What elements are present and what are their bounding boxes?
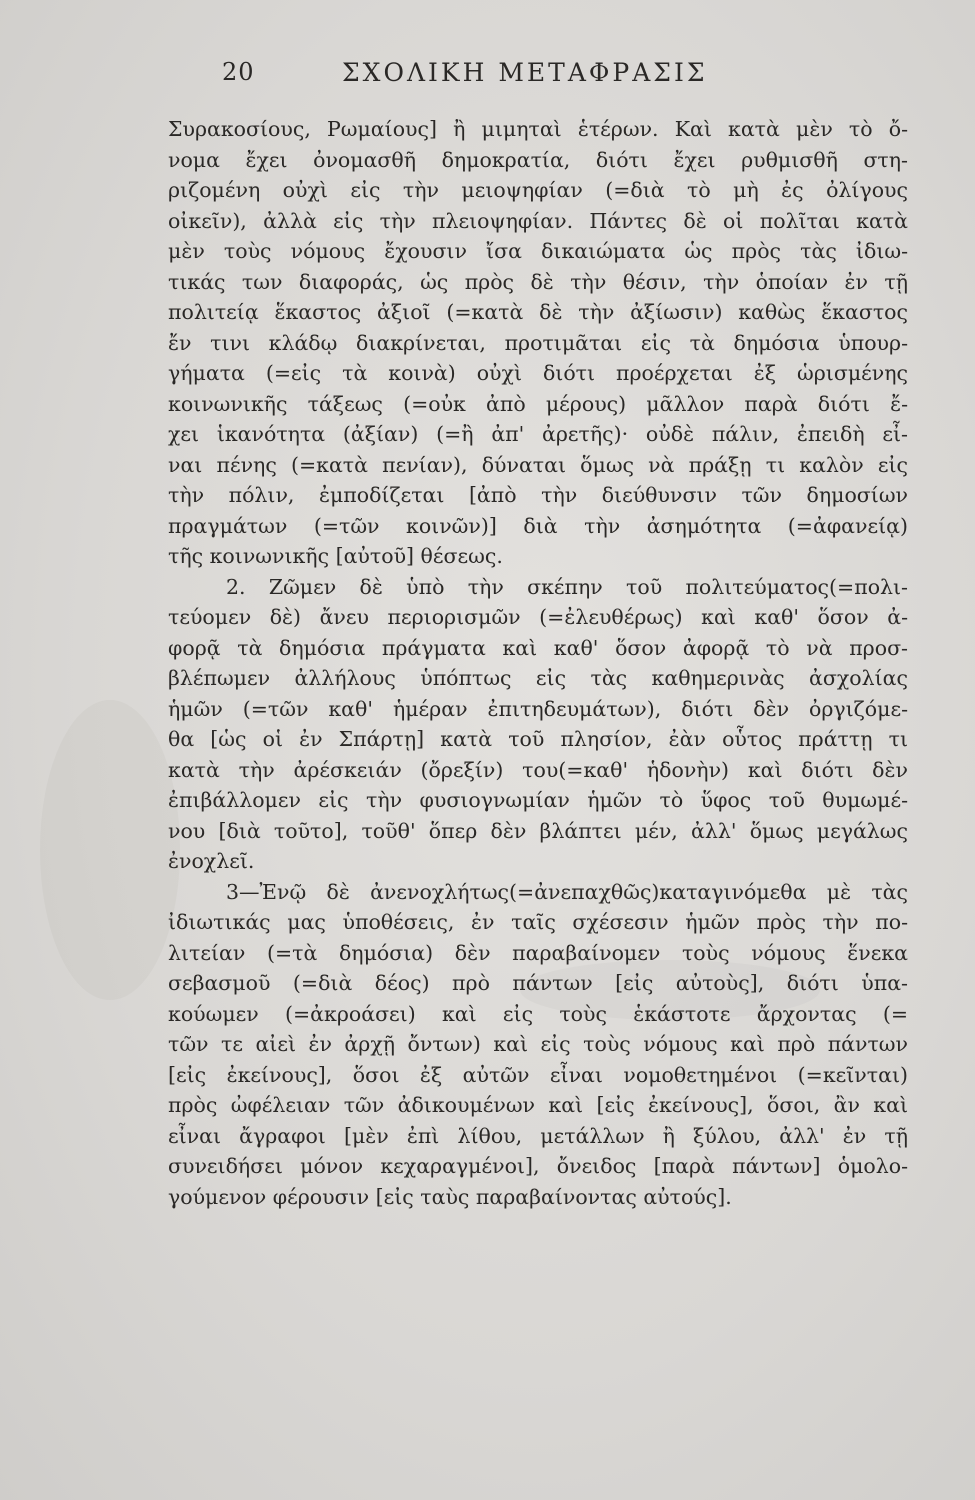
text-line: κοινωνικῆς τάξεως (=οὐκ ἀπὸ μέρους) μᾶλλον παρὰ διότι ἔ- bbox=[168, 391, 908, 416]
text-line: τὴν πόλιν, ἐμποδίζεται [ἀπὸ τὴν διεύθυνσιν τῶν δημοσίων bbox=[168, 483, 908, 507]
text-line: φορᾷ τὰ δημόσια πράγματα καὶ καθ' ὅσον ἀφορᾷ τὸ νὰ προσ- bbox=[168, 635, 908, 660]
text-line: τῶν τε αἰεὶ ἐν ἀρχῇ ὄντων) καὶ εἰς τοὺς νόμους καὶ πρὸ πάντων bbox=[168, 1032, 908, 1056]
text-line: ἐνοχλεῖ. bbox=[168, 849, 255, 873]
text-line: πραγμάτων (=τῶν κοινῶν)] διὰ τὴν ἀσημότητα (=ἀφανείᾳ) bbox=[168, 513, 908, 538]
text-line: χει ἱκανότητα (ἀξίαν) (=ἢ ἀπ' ἀρετῆς)· οὐδὲ πάλιν, ἐπειδὴ εἶ- bbox=[168, 422, 908, 446]
text-line: [εἰς ἐκείνους], ὅσοι ἐξ αὐτῶν εἶναι νομοθετημένοι (=κεῖνται) bbox=[168, 1062, 908, 1087]
text-line: εἶναι ἄγραφοι [μὲν ἐπὶ λίθου, μετάλλων ἢ ξύλου, ἀλλ' ἐν τῇ bbox=[168, 1123, 908, 1148]
text-line: λιτείαν (=τὰ δημόσια) δὲν παραβαίνομεν τοὺς νόμους ἕνεκα bbox=[168, 940, 908, 965]
text-line: σεβασμοῦ (=διὰ δέος) πρὸ πάντων [εἰς αὐτοὺς], διότι ὑπα- bbox=[168, 971, 908, 995]
text-line: ριζομένη οὐχὶ εἰς τὴν μειοψηφίαν (=διὰ τὸ μὴ ἐς ὀλίγους bbox=[168, 178, 908, 202]
text-line: νου [διὰ τοῦτο], τοῦθ' ὅπερ δὲν βλάπτει μέν, ἀλλ' ὅμως μεγάλως bbox=[168, 818, 908, 843]
text-line: τικάς των διαφοράς, ὡς πρὸς δὲ τὴν θέσιν, τὴν ὁποίαν ἐν τῇ bbox=[168, 269, 908, 294]
text-line: Συρακοσίους, Ρωμαίους] ἢ μιμηταὶ ἑτέρων. Καὶ κατὰ μὲν τὸ ὄ- bbox=[168, 117, 908, 141]
page-number: 20 bbox=[222, 58, 255, 86]
text-line: νομα ἔχει ὀνομασθῆ δημοκρατία, διότι ἔχει ρυθμισθῆ στη- bbox=[168, 147, 908, 172]
text-line: πρὸς ὠφέλειαν τῶν ἀδικουμένων καὶ [εἰς ἐκείνους], ὅσοι, ἂν καὶ bbox=[168, 1093, 908, 1117]
text-line: γήματα (=εἰς τὰ κοινὰ) οὐχὶ διότι προέρχεται ἐξ ὡρισμένης bbox=[168, 361, 908, 385]
text-line: κούωμεν (=ἀκροάσει) καὶ εἰς τοὺς ἑκάστοτε ἄρχοντας (= bbox=[168, 1001, 908, 1026]
text-line: ἰδιωτικάς μας ὑποθέσεις, ἐν ταῖς σχέσεσιν ἡμῶν πρὸς τὴν πο- bbox=[168, 910, 908, 934]
text-line: θα [ὡς οἱ ἐν Σπάρτῃ] κατὰ τοῦ πλησίον, ἐὰν οὗτος πράττῃ τι bbox=[168, 727, 908, 751]
running-head bbox=[0, 52, 975, 92]
text-line: κατὰ τὴν ἀρέσκειάν (ὄρεξίν) του(=καθ' ἡδονὴν) καὶ διότι δὲν bbox=[168, 757, 908, 782]
text-line: ἔν τινι κλάδῳ διακρίνεται, προτιμᾶται εἰς τὰ δημόσια ὑπουρ- bbox=[168, 330, 908, 355]
text-line: τῆς κοινωνικῆς [αὐτοῦ] θέσεως. bbox=[168, 544, 503, 568]
text-line: ναι πένης (=κατὰ πενίαν), δύναται ὅμως νὰ πράξῃ τι καλὸν εἰς bbox=[168, 452, 908, 477]
text-line: βλέπωμεν ἀλλήλους ὑπόπτως εἰς τὰς καθημερινὰς ἀσχολίας bbox=[168, 666, 908, 690]
text-line: πολιτείᾳ ἕκαστος ἀξιοῖ (=κατὰ δὲ τὴν ἀξίωσιν) καθὼς ἕκαστος bbox=[168, 300, 908, 324]
paragraph-start: 3—Ἐνῷ δὲ ἀνενοχλήτως(=ἀνεπαχθῶς)καταγινόμεθα μὲ τὰς bbox=[226, 879, 908, 904]
text-line: μὲν τοὺς νόμους ἔχουσιν ἴσα δικαιώματα ὡς πρὸς τὰς ἰδιω- bbox=[168, 239, 908, 263]
paragraph-start: 2. Ζῶμεν δὲ ὑπὸ τὴν σκέπην τοῦ πολιτεύματος(=πολι- bbox=[226, 574, 908, 599]
text-line: ἡμῶν (=τῶν καθ' ἡμέραν ἐπιτηδευμάτων), διότι δὲν ὀργιζόμε- bbox=[168, 696, 908, 721]
running-title: ΣΧΟΛΙΚΗ ΜΕΤΑΦΡΑΣΙΣ bbox=[342, 58, 708, 87]
text-line: τεύομεν δὲ) ἄνευ περιορισμῶν (=ἐλευθέρως) καὶ καθ' ὅσον ἀ- bbox=[168, 605, 908, 629]
text-line: συνειδήσει μόνον κεχαραγμένοι], ὄνειδος [παρὰ πάντων] ὁμολο- bbox=[168, 1154, 908, 1178]
text-line: γούμενον φέρουσιν [εἰς ταὺς παραβαίνοντας αὐτούς]. bbox=[168, 1184, 732, 1209]
body-text bbox=[168, 114, 908, 1212]
paper-stain bbox=[40, 700, 180, 1000]
text-line: ἐπιβάλλομεν εἰς τὴν φυσιογνωμίαν ἡμῶν τὸ ὕφος τοῦ θυμωμέ- bbox=[168, 788, 908, 812]
text-line: οἰκεῖν), ἀλλὰ εἰς τὴν πλειοψηφίαν. Πάντες δὲ οἱ πολῖται κατὰ bbox=[168, 208, 908, 233]
